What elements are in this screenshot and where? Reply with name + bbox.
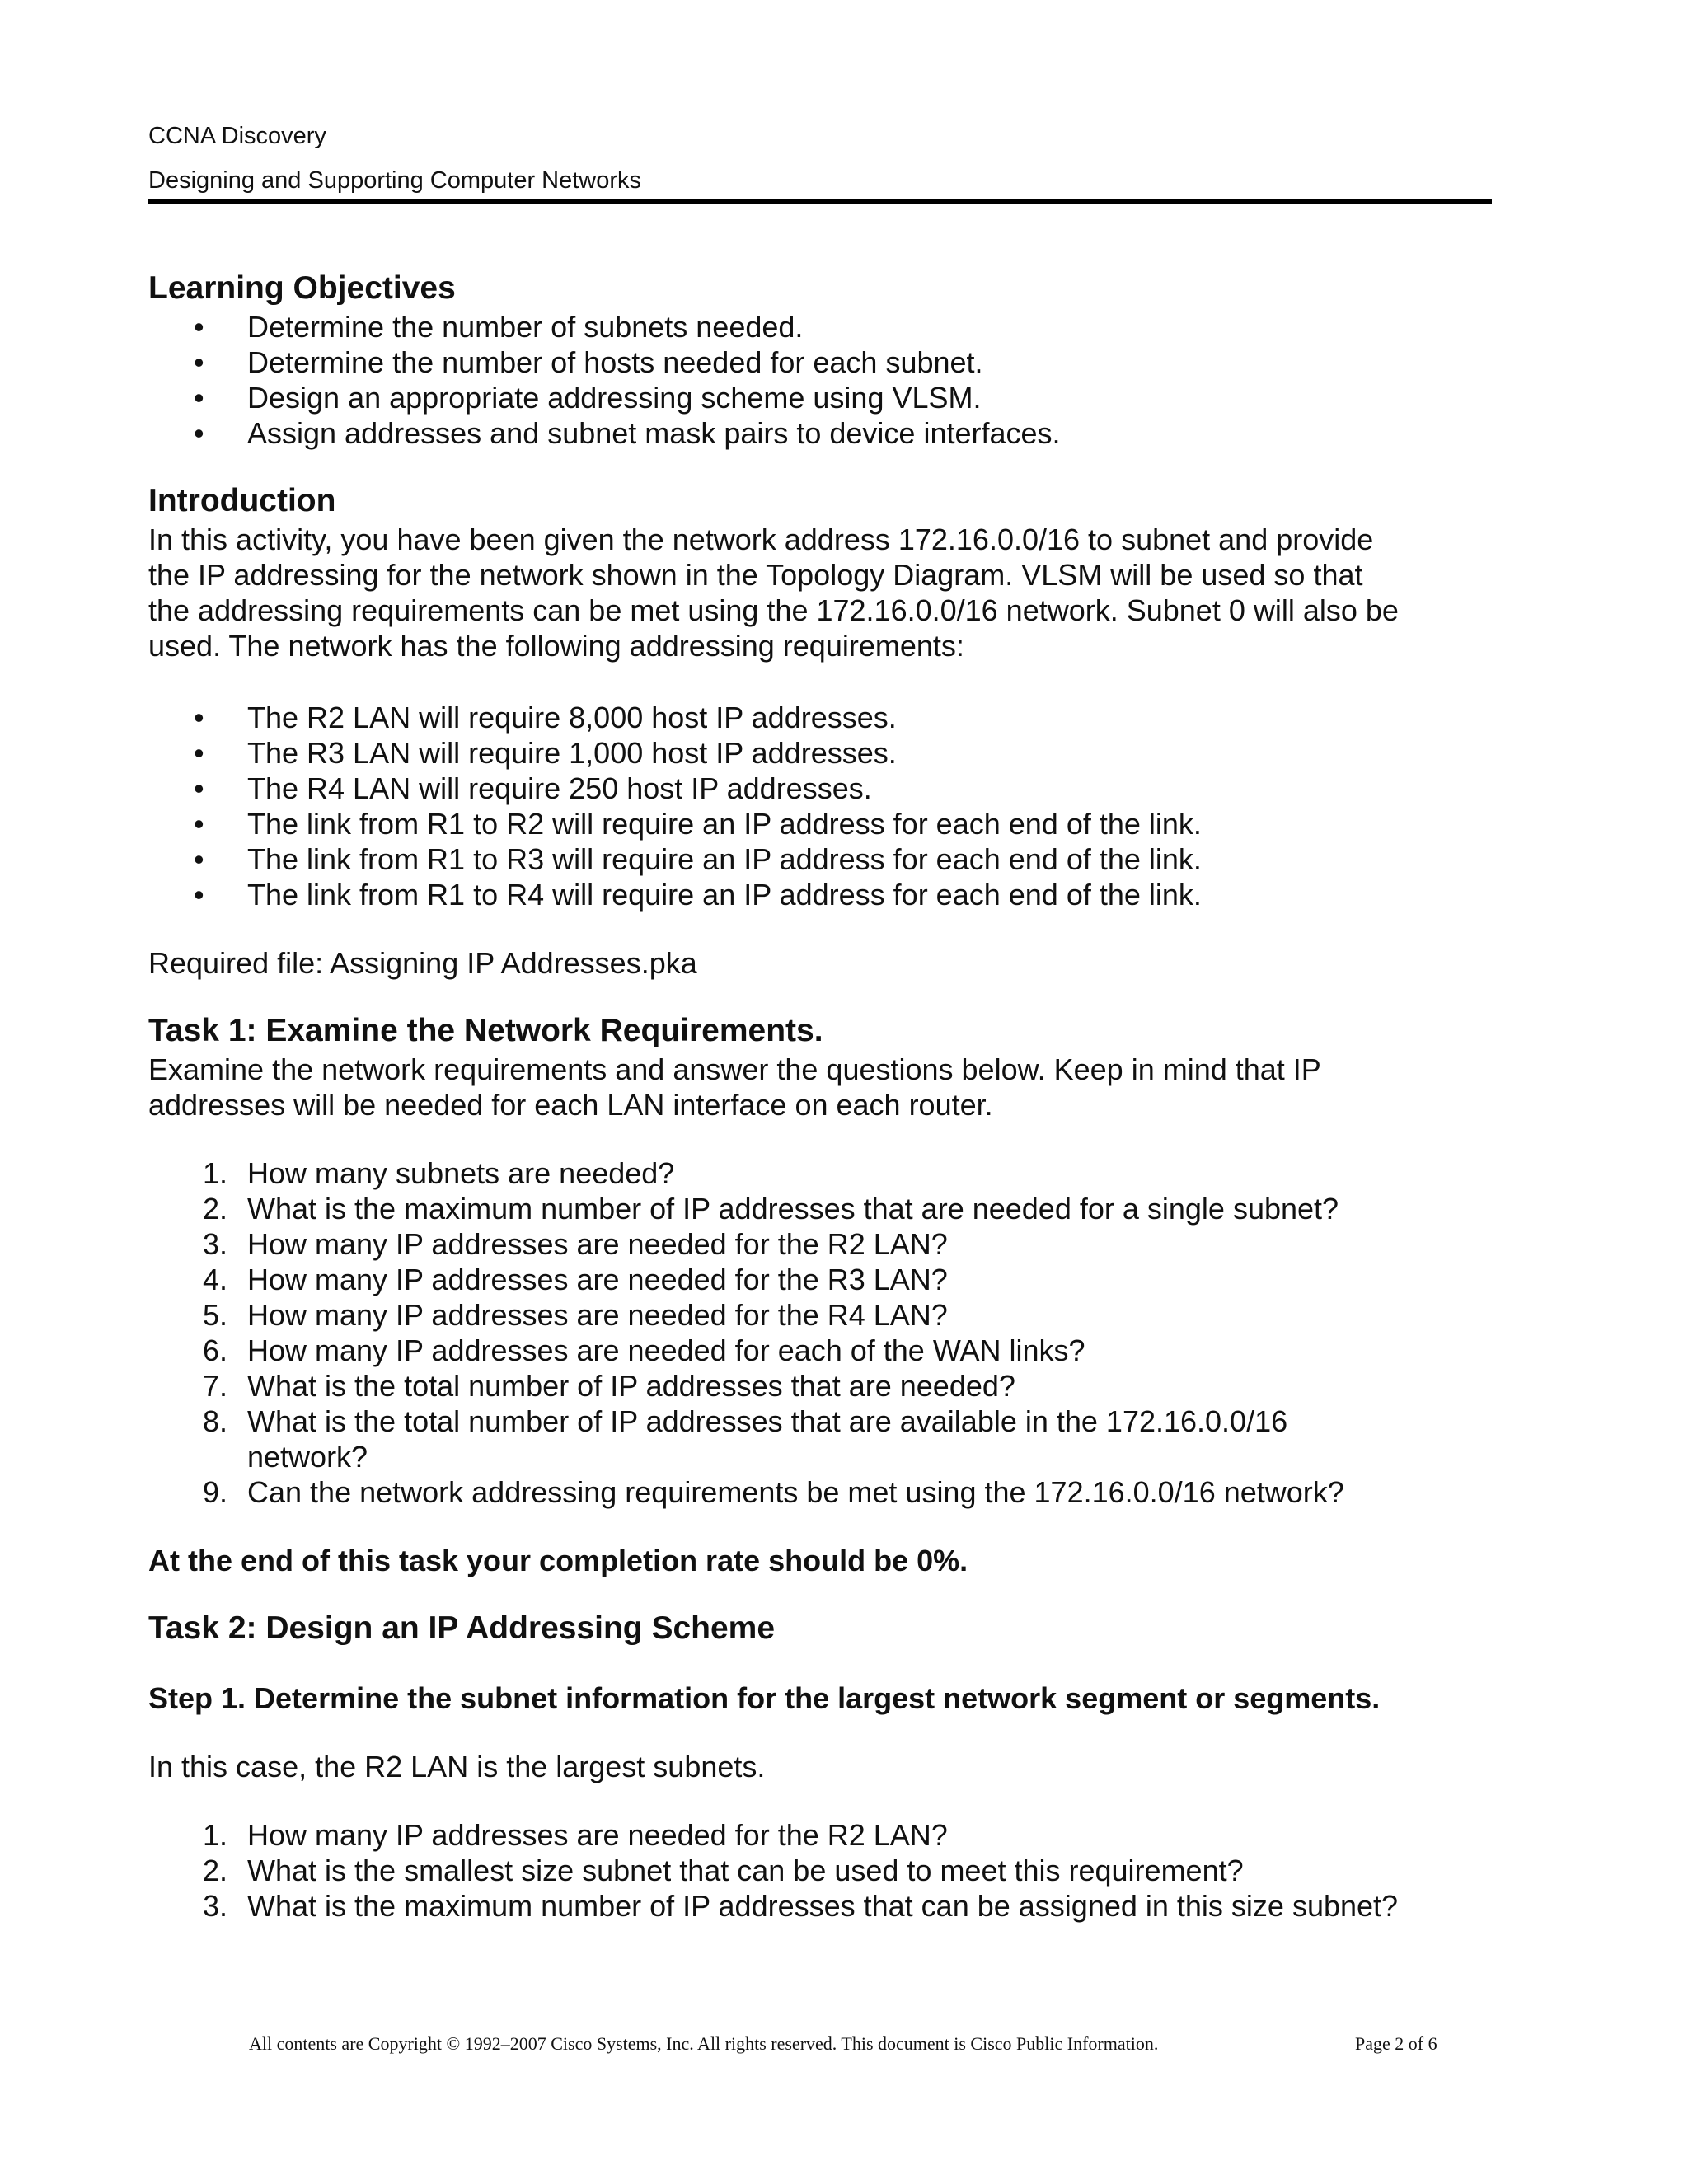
list-item: 3. What is the maximum number of IP addresses that can be assigned in this size subnet?: [148, 1888, 1492, 1924]
intro-line: In this activity, you have been given the network address 172.16.0.0/16 to subnet and provide: [148, 523, 1374, 556]
task1-questions: [148, 1155, 1492, 1510]
number-marker: 5.: [202, 1298, 227, 1332]
list-item: • Design an appropriate addressing scheme using VLSM.: [194, 381, 982, 415]
bullet-marker: •: [194, 842, 204, 876]
list-item: 4. How many IP addresses are needed for the R3 LAN?: [148, 1262, 1492, 1297]
list-item: • Assign addresses and subnet mask pairs to device interfaces.: [194, 416, 1061, 450]
list-item: 7. What is the total number of IP addresses that are needed?: [148, 1368, 1492, 1404]
task1-line: addresses will be needed for each LAN interface on each router.: [148, 1088, 993, 1122]
number-marker: 2.: [202, 1192, 227, 1226]
page-content: [148, 268, 1492, 1924]
header-divider: [148, 199, 1492, 204]
requirements-list: [148, 700, 1492, 912]
list-item: 1. How many IP addresses are needed for the R2 LAN?: [148, 1817, 1492, 1853]
objectives-list: [148, 309, 1492, 451]
bullet-marker: •: [194, 701, 204, 734]
list-item: • The R2 LAN will require 8,000 host IP addresses.: [194, 701, 897, 734]
list-item: • The R3 LAN will require 1,000 host IP addresses.: [194, 736, 897, 770]
bullet-marker: •: [194, 807, 204, 841]
number-marker: 1.: [202, 1818, 227, 1852]
number-marker: 2.: [202, 1854, 227, 1887]
list-item: 2. What is the smallest size subnet that can be used to meet this requirement?: [148, 1853, 1492, 1888]
list-item: 2. What is the maximum number of IP addresses that are needed for a single subnet?: [148, 1191, 1492, 1226]
page-header: [148, 114, 1492, 203]
bullet-marker: •: [194, 345, 204, 379]
intro-line: the IP addressing for the network shown in the Topology Diagram. VLSM will be used so that: [148, 558, 1363, 592]
list-item: 9. Can the network addressing requirements be met using the 172.16.0.0/16 network?: [148, 1474, 1492, 1510]
page-number: Page 2 of 6: [1355, 2033, 1437, 2054]
bullet-marker: •: [194, 381, 204, 415]
header-subtitle: Designing and Supporting Computer Networks: [148, 167, 642, 194]
objectives-heading: Learning Objectives: [148, 270, 456, 306]
task2-questions: [148, 1817, 1492, 1924]
list-item: 1. How many subnets are needed?: [148, 1155, 1492, 1191]
bullet-marker: •: [194, 736, 204, 770]
number-marker: 9.: [202, 1475, 227, 1509]
intro-line: used. The network has the following addressing requirements:: [148, 629, 964, 663]
completion-note: At the end of this task your completion rate should be 0%.: [148, 1544, 968, 1577]
list-item: • The link from R1 to R3 will require an IP address for each end of the link.: [194, 842, 1202, 876]
intro-line: the addressing requirements can be met using the 172.16.0.0/16 network. Subnet 0 will also be: [148, 593, 1399, 627]
number-marker: 6.: [202, 1333, 227, 1367]
list-item: • Determine the number of subnets needed.: [194, 310, 804, 344]
bullet-marker: •: [194, 771, 204, 805]
number-marker: 8.: [202, 1404, 227, 1438]
number-marker: 7.: [202, 1369, 227, 1403]
list-item: 5. How many IP addresses are needed for the R4 LAN?: [148, 1297, 1492, 1333]
list-item: • The R4 LAN will require 250 host IP addresses.: [194, 771, 872, 805]
introduction-heading: Introduction: [148, 483, 336, 518]
header-course: CCNA Discovery: [148, 123, 326, 149]
footer-copyright: All contents are Copyright © 1992–2007 Cisco Systems, Inc. All rights reserved. This document is Cisco Public Information.: [249, 2033, 1159, 2054]
list-item: 3. How many IP addresses are needed for the R2 LAN?: [148, 1226, 1492, 1262]
number-marker: 1.: [202, 1156, 227, 1190]
bullet-marker: •: [194, 416, 204, 450]
bullet-marker: •: [194, 310, 204, 344]
task2-heading: Task 2: Design an IP Addressing Scheme: [148, 1610, 776, 1646]
list-item: • Determine the number of hosts needed for each subnet.: [194, 345, 983, 379]
number-marker: 4.: [202, 1263, 227, 1296]
list-item: 8. What is the total number of IP addresses that are available in the 172.16.0.0/16 network?: [148, 1404, 1492, 1474]
required-file: Required file: Assigning IP Addresses.pka: [148, 946, 697, 980]
list-item: 6. How many IP addresses are needed for each of the WAN links?: [148, 1333, 1492, 1368]
task1-line: Examine the network requirements and answer the questions below. Keep in mind that IP: [148, 1052, 1321, 1086]
bullet-marker: •: [194, 878, 204, 912]
list-item: • The link from R1 to R2 will require an IP address for each end of the link.: [194, 807, 1202, 841]
list-item: • The link from R1 to R4 will require an IP address for each end of the link.: [194, 878, 1202, 912]
step1-heading: Step 1. Determine the subnet information for the largest network segment or segments.: [148, 1681, 1381, 1715]
number-marker: 3.: [202, 1889, 227, 1923]
task1-heading: Task 1: Examine the Network Requirements.: [148, 1013, 823, 1048]
step1-text: In this case, the R2 LAN is the largest subnets.: [148, 1750, 766, 1783]
number-marker: 3.: [202, 1227, 227, 1261]
